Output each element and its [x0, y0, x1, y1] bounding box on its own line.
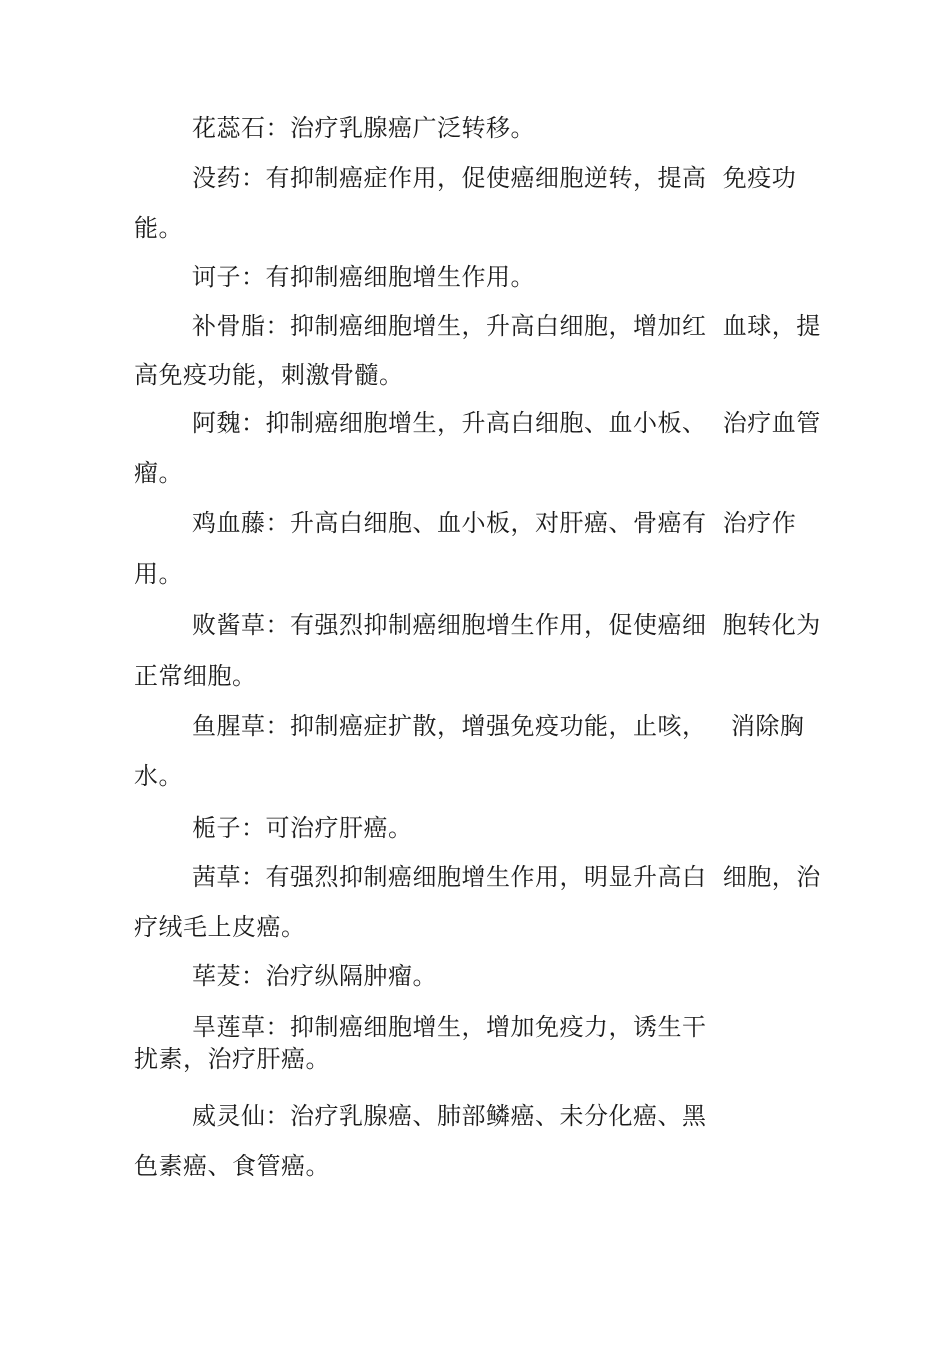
entry-qiancao-cont: 疗绒毛上皮癌。	[134, 913, 306, 941]
entry-bibo: 荜茇：治疗纵隔肿瘤。	[192, 962, 437, 990]
entry-buguzhi: 补骨脂：抑制癌细胞增生，升高白细胞，增加红 血球，提	[192, 312, 821, 340]
entry-huaruishi: 花蕊石：治疗乳腺癌广泛转移。	[192, 114, 535, 142]
entry-zhizi: 栀子：可治疗肝癌。	[192, 814, 413, 842]
entry-hanliancao: 旱莲草：抑制癌细胞增生，增加免疫力，诱生干	[192, 1013, 707, 1041]
entry-moyao-cont: 能。	[134, 214, 183, 242]
entry-jixueteng-cont: 用。	[134, 560, 183, 588]
entry-moyao: 没药：有抑制癌症作用，促使癌细胞逆转，提高 免疫功	[192, 164, 797, 192]
entry-hanliancao-cont: 扰素，治疗肝癌。	[134, 1045, 330, 1073]
entry-awei: 阿魏：抑制癌细胞增生，升高白细胞、血小板、 治疗血管	[192, 409, 821, 437]
entry-yuxingcao-cont: 水。	[134, 762, 183, 790]
entry-baijiangcao: 败酱草：有强烈抑制癌细胞增生作用，促使癌细 胞转化为	[192, 611, 821, 639]
entry-baijiangcao-cont: 正常细胞。	[134, 662, 257, 690]
entry-weilingxian-cont: 色素癌、食管癌。	[134, 1152, 330, 1180]
entry-hezi: 诃子：有抑制癌细胞增生作用。	[192, 263, 535, 291]
entry-jixueteng: 鸡血藤：升高白细胞、血小板，对肝癌、骨癌有 治疗作	[192, 509, 797, 537]
entry-weilingxian: 威灵仙：治疗乳腺癌、肺部鳞癌、未分化癌、黑	[192, 1102, 707, 1130]
entry-yuxingcao: 鱼腥草：抑制癌症扩散，增强免疫功能，止咳， 消除胸	[192, 712, 805, 740]
entry-buguzhi-cont: 高免疫功能，刺激骨髓。	[134, 361, 404, 389]
entry-qiancao: 茜草：有强烈抑制癌细胞增生作用，明显升高白 细胞，治	[192, 863, 821, 891]
entry-awei-cont: 瘤。	[134, 459, 183, 487]
